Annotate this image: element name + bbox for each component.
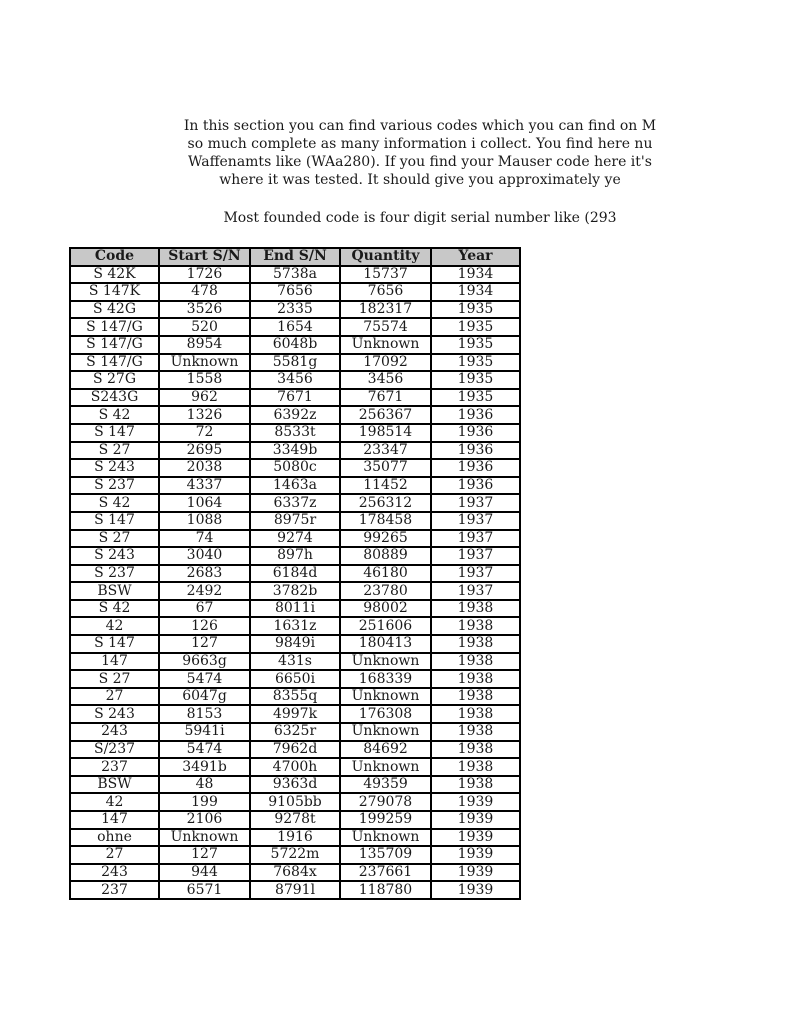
cell-quantity: 98002 — [340, 600, 431, 618]
cell-year: 1939 — [431, 881, 520, 899]
cell-start-sn: 6571 — [159, 881, 250, 899]
cell-year: 1938 — [431, 705, 520, 723]
cell-end-sn: 1654 — [250, 318, 340, 336]
cell-code: 243 — [70, 723, 159, 741]
cell-start-sn: 48 — [159, 776, 250, 794]
table-row — [70, 354, 520, 372]
cell-year: 1936 — [431, 459, 520, 477]
cell-quantity: 237661 — [340, 864, 431, 882]
cell-year: 1935 — [431, 301, 520, 319]
table-row — [70, 705, 520, 723]
cell-year: 1937 — [431, 512, 520, 530]
cell-code: S 42G — [70, 301, 159, 319]
table-row — [70, 406, 520, 424]
cell-end-sn: 8355q — [250, 688, 340, 706]
cell-end-sn: 8975r — [250, 512, 340, 530]
cell-end-sn: 5738a — [250, 266, 340, 284]
cell-code: S 42 — [70, 494, 159, 512]
table-row — [70, 336, 520, 354]
cell-quantity: 15737 — [340, 266, 431, 284]
cell-code: 27 — [70, 688, 159, 706]
cell-year: 1935 — [431, 354, 520, 372]
cell-end-sn: 4700h — [250, 758, 340, 776]
cell-end-sn: 431s — [250, 653, 340, 671]
cell-year: 1937 — [431, 530, 520, 548]
cell-end-sn: 3456 — [250, 371, 340, 389]
cell-start-sn: 1558 — [159, 371, 250, 389]
table-row — [70, 459, 520, 477]
cell-year: 1938 — [431, 723, 520, 741]
cell-end-sn: 1916 — [250, 829, 340, 847]
cell-start-sn: 2106 — [159, 811, 250, 829]
table-row — [70, 530, 520, 548]
cell-start-sn: 6047g — [159, 688, 250, 706]
table-row — [70, 318, 520, 336]
cell-code: 237 — [70, 881, 159, 899]
table-header-row — [70, 248, 520, 266]
cell-year: 1934 — [431, 283, 520, 301]
cell-start-sn: 74 — [159, 530, 250, 548]
cell-start-sn: 5941i — [159, 723, 250, 741]
cell-start-sn: 8153 — [159, 705, 250, 723]
cell-quantity: 99265 — [340, 530, 431, 548]
cell-start-sn: 2492 — [159, 582, 250, 600]
cell-code: S 147/G — [70, 336, 159, 354]
cell-start-sn: 3040 — [159, 547, 250, 565]
cell-quantity: 182317 — [340, 301, 431, 319]
cell-start-sn: 478 — [159, 283, 250, 301]
cell-end-sn: 9278t — [250, 811, 340, 829]
table-row — [70, 881, 520, 899]
cell-code: S 27G — [70, 371, 159, 389]
cell-year: 1938 — [431, 617, 520, 635]
cell-code: S 147/G — [70, 354, 159, 372]
cell-code: 237 — [70, 758, 159, 776]
cell-year: 1938 — [431, 600, 520, 618]
intro-line: In this section you can find various codes which you can find on M — [183, 118, 657, 134]
table-row — [70, 424, 520, 442]
cell-code: S 147/G — [70, 318, 159, 336]
cell-quantity: 3456 — [340, 371, 431, 389]
cell-quantity: 80889 — [340, 547, 431, 565]
cell-start-sn: 8954 — [159, 336, 250, 354]
cell-year: 1937 — [431, 547, 520, 565]
cell-code: 42 — [70, 617, 159, 635]
cell-quantity: 84692 — [340, 741, 431, 759]
cell-start-sn: 2038 — [159, 459, 250, 477]
header-code: Code — [70, 248, 159, 266]
cell-start-sn: 1726 — [159, 266, 250, 284]
cell-end-sn: 9105bb — [250, 793, 340, 811]
cell-year: 1939 — [431, 829, 520, 847]
table-row — [70, 723, 520, 741]
table-row — [70, 688, 520, 706]
cell-quantity: Unknown — [340, 688, 431, 706]
cell-quantity: 23780 — [340, 582, 431, 600]
table-row — [70, 494, 520, 512]
header-end-sn: End S/N — [250, 248, 340, 266]
intro-line: so much complete as many information i collect. You find here nu — [187, 136, 653, 152]
cell-quantity: 199259 — [340, 811, 431, 829]
cell-end-sn: 9363d — [250, 776, 340, 794]
cell-end-sn: 9274 — [250, 530, 340, 548]
cell-quantity: Unknown — [340, 653, 431, 671]
cell-start-sn: 127 — [159, 846, 250, 864]
table-row — [70, 617, 520, 635]
intro-paragraph — [40, 117, 800, 189]
table-row — [70, 582, 520, 600]
cell-start-sn: 1326 — [159, 406, 250, 424]
cell-quantity: Unknown — [340, 336, 431, 354]
cell-year: 1937 — [431, 582, 520, 600]
cell-start-sn: 5474 — [159, 670, 250, 688]
cell-year: 1936 — [431, 442, 520, 460]
cell-start-sn: 127 — [159, 635, 250, 653]
cell-year: 1938 — [431, 758, 520, 776]
cell-end-sn: 7962d — [250, 741, 340, 759]
table-row — [70, 371, 520, 389]
cell-end-sn: 6048b — [250, 336, 340, 354]
cell-year: 1937 — [431, 565, 520, 583]
cell-year: 1936 — [431, 424, 520, 442]
cell-quantity: 251606 — [340, 617, 431, 635]
cell-start-sn: 1064 — [159, 494, 250, 512]
cell-code: S 147 — [70, 635, 159, 653]
cell-end-sn: 5722m — [250, 846, 340, 864]
cell-quantity: 178458 — [340, 512, 431, 530]
cell-end-sn: 1463a — [250, 477, 340, 495]
cell-quantity: 11452 — [340, 477, 431, 495]
table-row — [70, 758, 520, 776]
table-row — [70, 829, 520, 847]
cell-code: S 27 — [70, 442, 159, 460]
cell-code: S 237 — [70, 477, 159, 495]
cell-start-sn: 3526 — [159, 301, 250, 319]
cell-start-sn: 2683 — [159, 565, 250, 583]
cell-quantity: 75574 — [340, 318, 431, 336]
cell-code: S 42K — [70, 266, 159, 284]
cell-year: 1935 — [431, 389, 520, 407]
cell-quantity: Unknown — [340, 758, 431, 776]
cell-start-sn: 5474 — [159, 741, 250, 759]
note-line: Most founded code is four digit serial number like (293 — [223, 210, 617, 226]
cell-code: S 42 — [70, 600, 159, 618]
cell-quantity: 198514 — [340, 424, 431, 442]
cell-code: S 27 — [70, 670, 159, 688]
cell-start-sn: 199 — [159, 793, 250, 811]
cell-quantity: 256312 — [340, 494, 431, 512]
table-row — [70, 547, 520, 565]
cell-year: 1938 — [431, 741, 520, 759]
cell-end-sn: 8791l — [250, 881, 340, 899]
cell-start-sn: 72 — [159, 424, 250, 442]
cell-quantity: 7671 — [340, 389, 431, 407]
cell-quantity: Unknown — [340, 723, 431, 741]
table-row — [70, 864, 520, 882]
cell-year: 1937 — [431, 494, 520, 512]
cell-code: S 147 — [70, 512, 159, 530]
cell-end-sn: 6392z — [250, 406, 340, 424]
cell-start-sn: 944 — [159, 864, 250, 882]
cell-code: S 243 — [70, 547, 159, 565]
cell-year: 1939 — [431, 811, 520, 829]
cell-end-sn: 5080c — [250, 459, 340, 477]
table-body — [70, 266, 520, 899]
header-quantity: Quantity — [340, 248, 431, 266]
cell-quantity: 168339 — [340, 670, 431, 688]
header-year: Year — [431, 248, 520, 266]
cell-start-sn: 9663g — [159, 653, 250, 671]
cell-year: 1939 — [431, 864, 520, 882]
cell-code: ohne — [70, 829, 159, 847]
table-row — [70, 565, 520, 583]
cell-code: S 147 — [70, 424, 159, 442]
cell-end-sn: 8533t — [250, 424, 340, 442]
cell-code: 27 — [70, 846, 159, 864]
cell-year: 1938 — [431, 776, 520, 794]
cell-year: 1936 — [431, 406, 520, 424]
cell-end-sn: 4997k — [250, 705, 340, 723]
cell-end-sn: 7671 — [250, 389, 340, 407]
table-row — [70, 846, 520, 864]
cell-end-sn: 897h — [250, 547, 340, 565]
cell-start-sn: 126 — [159, 617, 250, 635]
cell-end-sn: 2335 — [250, 301, 340, 319]
cell-end-sn: 6337z — [250, 494, 340, 512]
cell-quantity: 49359 — [340, 776, 431, 794]
cell-quantity: 118780 — [340, 881, 431, 899]
table-row — [70, 512, 520, 530]
cell-start-sn: 4337 — [159, 477, 250, 495]
table-row — [70, 793, 520, 811]
cell-year: 1935 — [431, 318, 520, 336]
cell-end-sn: 6650i — [250, 670, 340, 688]
header-start-sn: Start S/N — [159, 248, 250, 266]
cell-start-sn: 2695 — [159, 442, 250, 460]
cell-start-sn: Unknown — [159, 829, 250, 847]
cell-code: 147 — [70, 811, 159, 829]
cell-code: 147 — [70, 653, 159, 671]
table-row — [70, 283, 520, 301]
cell-code: 243 — [70, 864, 159, 882]
cell-end-sn: 1631z — [250, 617, 340, 635]
cell-code: S243G — [70, 389, 159, 407]
cell-end-sn: 6184d — [250, 565, 340, 583]
cell-year: 1938 — [431, 653, 520, 671]
table-row — [70, 776, 520, 794]
cell-quantity: 279078 — [340, 793, 431, 811]
cell-end-sn: 5581g — [250, 354, 340, 372]
cell-quantity: 135709 — [340, 846, 431, 864]
cell-code: S/237 — [70, 741, 159, 759]
cell-year: 1938 — [431, 635, 520, 653]
table-row — [70, 811, 520, 829]
cell-end-sn: 6325r — [250, 723, 340, 741]
cell-year: 1934 — [431, 266, 520, 284]
table-row — [70, 266, 520, 284]
cell-quantity: Unknown — [340, 829, 431, 847]
cell-year: 1938 — [431, 670, 520, 688]
intro-line: where it was tested. It should give you approximately ye — [219, 172, 621, 188]
cell-quantity: 23347 — [340, 442, 431, 460]
cell-year: 1935 — [431, 371, 520, 389]
cell-code: S 243 — [70, 459, 159, 477]
cell-year: 1938 — [431, 688, 520, 706]
cell-start-sn: 67 — [159, 600, 250, 618]
table-row — [70, 600, 520, 618]
cell-start-sn: 962 — [159, 389, 250, 407]
cell-end-sn: 7656 — [250, 283, 340, 301]
cell-quantity: 7656 — [340, 283, 431, 301]
cell-end-sn: 7684x — [250, 864, 340, 882]
cell-quantity: 46180 — [340, 565, 431, 583]
table-row — [70, 442, 520, 460]
table-row — [70, 635, 520, 653]
cell-code: 42 — [70, 793, 159, 811]
cell-year: 1936 — [431, 477, 520, 495]
cell-quantity: 256367 — [340, 406, 431, 424]
mauser-code-table — [69, 247, 521, 900]
cell-code: S 27 — [70, 530, 159, 548]
cell-start-sn: 520 — [159, 318, 250, 336]
cell-start-sn: 3491b — [159, 758, 250, 776]
cell-end-sn: 3782b — [250, 582, 340, 600]
cell-quantity: 17092 — [340, 354, 431, 372]
cell-end-sn: 9849i — [250, 635, 340, 653]
cell-start-sn: Unknown — [159, 354, 250, 372]
cell-start-sn: 1088 — [159, 512, 250, 530]
table-row — [70, 389, 520, 407]
cell-year: 1935 — [431, 336, 520, 354]
cell-end-sn: 3349b — [250, 442, 340, 460]
cell-code: S 147K — [70, 283, 159, 301]
cell-quantity: 180413 — [340, 635, 431, 653]
table-row — [70, 301, 520, 319]
table-row — [70, 670, 520, 688]
cell-code: S 243 — [70, 705, 159, 723]
cell-year: 1939 — [431, 793, 520, 811]
cell-year: 1939 — [431, 846, 520, 864]
cell-code: BSW — [70, 582, 159, 600]
cell-code: S 237 — [70, 565, 159, 583]
cell-quantity: 176308 — [340, 705, 431, 723]
table-row — [70, 653, 520, 671]
cell-code: S 42 — [70, 406, 159, 424]
cell-code: BSW — [70, 776, 159, 794]
cell-quantity: 35077 — [340, 459, 431, 477]
intro-line: Waffenamts like (WAa280). If you find your Mauser code here it's — [188, 154, 652, 170]
table-row — [70, 477, 520, 495]
cell-end-sn: 8011i — [250, 600, 340, 618]
table-row — [70, 741, 520, 759]
